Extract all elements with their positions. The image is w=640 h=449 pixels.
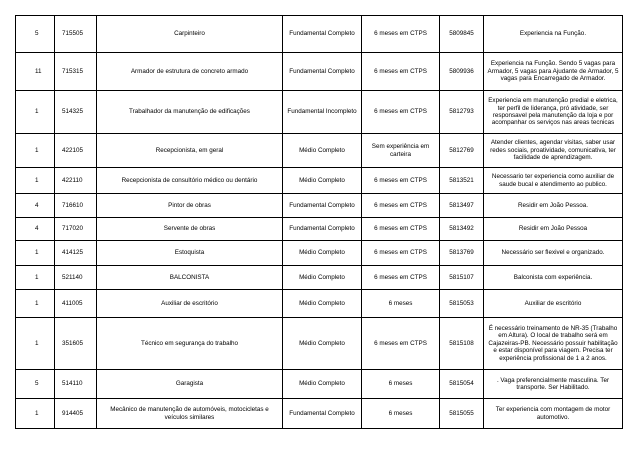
vacancy-count: 1 [16, 266, 55, 290]
vacancy-count: 4 [16, 218, 55, 241]
notes: Experiencia em manutenção predial e eletrica, ter perfil de liderança, pró atividade, ser responsavel pela manutenção da loja e por acompanhar os serviços nas areas tecnicas [484, 91, 623, 134]
schooling: Médio Completo [283, 134, 362, 168]
notes: Ter experiencia com montagem de motor automotivo. [484, 399, 623, 429]
vacancy-id: 5815108 [440, 318, 484, 370]
vacancy-id: 5812769 [440, 134, 484, 168]
notes: Auxiliar de escritório [484, 290, 623, 318]
experience: 6 meses em CTPS [362, 241, 440, 266]
job-title: Recepcionista, em geral [97, 134, 283, 168]
experience: 6 meses em CTPS [362, 91, 440, 134]
notes: Residir em João Pessoa [484, 218, 623, 241]
cbo-code: 514325 [55, 91, 97, 134]
table-row [16, 168, 623, 194]
schooling: Fundamental Completo [283, 53, 362, 91]
experience: 6 meses em CTPS [362, 53, 440, 91]
vacancy-id: 5809936 [440, 53, 484, 91]
job-title: Garagista [97, 370, 283, 399]
vacancy-count: 1 [16, 241, 55, 266]
schooling: Médio Completo [283, 290, 362, 318]
vacancy-count: 5 [16, 16, 55, 53]
vacancy-id: 5813769 [440, 241, 484, 266]
schooling: Médio Completo [283, 370, 362, 399]
table-row [16, 370, 623, 399]
experience: 6 meses em CTPS [362, 194, 440, 218]
schooling: Fundamental Completo [283, 194, 362, 218]
schooling: Médio Completo [283, 168, 362, 194]
vacancy-id: 5815054 [440, 370, 484, 399]
schooling: Médio Completo [283, 241, 362, 266]
table-row [16, 194, 623, 218]
schooling: Fundamental Completo [283, 399, 362, 429]
schooling: Médio Completo [283, 318, 362, 370]
job-title: Servente de obras [97, 218, 283, 241]
vacancy-count: 1 [16, 290, 55, 318]
experience: 6 meses em CTPS [362, 16, 440, 53]
job-title: Armador de estrutura de concreto armado [97, 53, 283, 91]
cbo-code: 422110 [55, 168, 97, 194]
table-body [16, 16, 623, 429]
experience: 6 meses [362, 399, 440, 429]
table-row [16, 290, 623, 318]
vacancy-count: 11 [16, 53, 55, 91]
notes: Necessário ser flexivel e organizado. [484, 241, 623, 266]
cbo-code: 414125 [55, 241, 97, 266]
vacancy-id: 5815055 [440, 399, 484, 429]
notes: Experiencia na Função. Sendo 5 vagas para Armador, 5 vagas para Ajudante de Armador, 5 vagas para Encarregado de Armador. [484, 53, 623, 91]
notes: É necessário treinamento de NR-35 (Trabalho em Altura). O local de trabalho será em Cajazeiras-PB. Necessário possuir habilitação e estar disponível para viagem. Precisa ter experiência profissional de 1 a 2 anos. [484, 318, 623, 370]
vacancy-id: 5815053 [440, 290, 484, 318]
schooling: Fundamental Completo [283, 218, 362, 241]
job-vacancies-table [15, 15, 623, 429]
notes: Necessario ter experiencia como auxiliar de saude bucal e atendimento ao publico. [484, 168, 623, 194]
cbo-code: 521140 [55, 266, 97, 290]
vacancy-id: 5815107 [440, 266, 484, 290]
cbo-code: 914405 [55, 399, 97, 429]
job-title: Auxiliar de escritório [97, 290, 283, 318]
job-title: Carpinteiro [97, 16, 283, 53]
job-title: BALCONISTA [97, 266, 283, 290]
vacancy-id: 5809845 [440, 16, 484, 53]
cbo-code: 715505 [55, 16, 97, 53]
cbo-code: 716610 [55, 194, 97, 218]
vacancy-count: 1 [16, 168, 55, 194]
table-row [16, 16, 623, 53]
table-row [16, 134, 623, 168]
cbo-code: 351605 [55, 318, 97, 370]
cbo-code: 717020 [55, 218, 97, 241]
job-title: Técnico em segurança do trabalho [97, 318, 283, 370]
vacancy-count: 1 [16, 399, 55, 429]
notes: Experiencia na Função. [484, 16, 623, 53]
cbo-code: 411005 [55, 290, 97, 318]
experience: 6 meses em CTPS [362, 218, 440, 241]
job-title: Estoquista [97, 241, 283, 266]
experience: 6 meses [362, 370, 440, 399]
table-row [16, 218, 623, 241]
experience: 6 meses em CTPS [362, 168, 440, 194]
job-title: Mecânico de manutenção de automóveis, motocicletas e veículos similares [97, 399, 283, 429]
notes: Atender clientes, agendar visitas, saber usar redes sociais, proatividade, comunicativa, ter facilidade de aprendizagem. [484, 134, 623, 168]
table-row [16, 91, 623, 134]
vacancy-count: 1 [16, 318, 55, 370]
cbo-code: 514110 [55, 370, 97, 399]
job-title: Trabalhador da manutenção de edificações [97, 91, 283, 134]
experience: 6 meses em CTPS [362, 318, 440, 370]
vacancy-id: 5812793 [440, 91, 484, 134]
vacancy-id: 5813492 [440, 218, 484, 241]
table-row [16, 318, 623, 370]
vacancy-id: 5813497 [440, 194, 484, 218]
table-row [16, 399, 623, 429]
vacancy-count: 1 [16, 91, 55, 134]
schooling: Médio Completo [283, 266, 362, 290]
job-title: Pintor de obras [97, 194, 283, 218]
table-row [16, 266, 623, 290]
vacancy-count: 4 [16, 194, 55, 218]
cbo-code: 715315 [55, 53, 97, 91]
experience: Sem experiência em carteira [362, 134, 440, 168]
notes: Balconista com experiência. [484, 266, 623, 290]
table-row [16, 241, 623, 266]
schooling: Fundamental Incompleto [283, 91, 362, 134]
vacancy-count: 1 [16, 134, 55, 168]
vacancy-id: 5813521 [440, 168, 484, 194]
notes: . Vaga preferencialmente masculina. Ter transporte. Ser Habilitado. [484, 370, 623, 399]
notes: Residir em João Pessoa. [484, 194, 623, 218]
schooling: Fundamental Completo [283, 16, 362, 53]
table-row [16, 53, 623, 91]
cbo-code: 422105 [55, 134, 97, 168]
job-title: Recepcionista de consultório médico ou dentário [97, 168, 283, 194]
experience: 6 meses em CTPS [362, 266, 440, 290]
vacancy-count: 5 [16, 370, 55, 399]
experience: 6 meses [362, 290, 440, 318]
